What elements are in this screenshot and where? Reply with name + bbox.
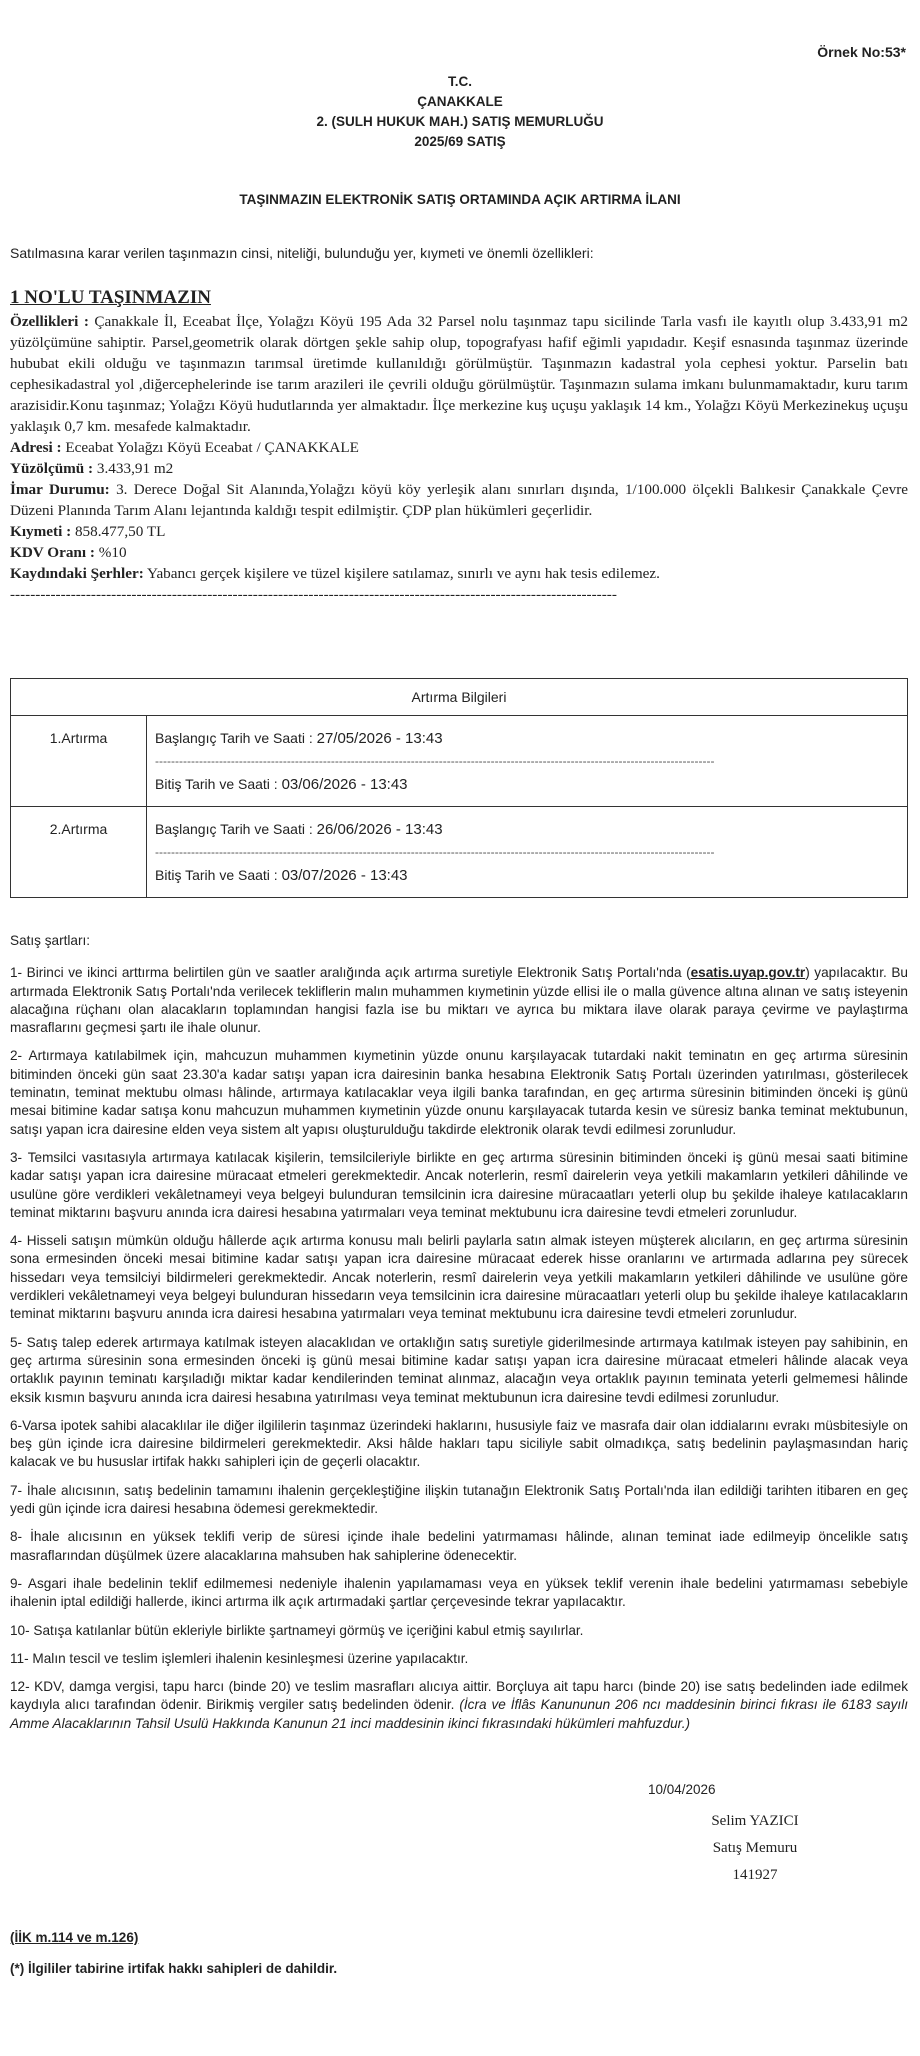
auction-table bbox=[10, 678, 908, 898]
sale-terms bbox=[10, 932, 908, 1743]
term-5: 5- Satış talep ederek artırmaya katılmak isteyen alacaklıdan ve ortaklığın satış suretiyle giderilmesinde artırmaya katılmak isteyen pay sahibinin, en geç artırma süresinin sona ermesinden önceki iş günü mesai bitimine kadar satışı yapan icra dairesine müracaat etmeleri hâlinde alacak veya ortaklık payının teminatı karşıladığı miktar kadar kendilerinden teminat alınmaz, alacağın veya ortaklık payının teminata yeterli gelmemesi hâlinde eksik kısmın başvuru anında icra dairesi hesabına yatırılması veya teminat mektubunun icra dairesine tevdi edilmesi zorunludur. bbox=[10, 1334, 908, 1405]
property-area bbox=[10, 458, 908, 479]
end-value: 03/06/2026 - 13:43 bbox=[281, 776, 408, 793]
start-label: Başlangıç Tarih ve Saati : bbox=[155, 821, 313, 837]
law-reference: (İİK m.114 ve m.126) bbox=[10, 1930, 139, 1945]
auction-table-heading: Artırma Bilgileri bbox=[11, 679, 908, 716]
start-value: 27/05/2026 - 13:43 bbox=[316, 730, 443, 747]
auction-row-dates bbox=[147, 716, 908, 807]
terms-heading: Satış şartları: bbox=[10, 933, 91, 948]
auction-row-label: 2.Artırma bbox=[11, 807, 147, 898]
property-encumbrance bbox=[10, 563, 908, 584]
document-title: TAŞINMAZIN ELEKTRONİK SATIŞ ORTAMINDA AÇIK ARTIRMA İLANI bbox=[239, 192, 681, 207]
term-7: 7- İhale alıcısının, satış bedelinin tamamını ihalenin gerçekleştiğine ilişkin tutanağın Elektronik Satış Portalı'nda ilan edildiği tarihten itibaren en geç yedi gün içinde icra dairesi hesabına ödemesi gerekmektedir. bbox=[10, 1482, 908, 1517]
property-value bbox=[10, 521, 908, 542]
term-1 bbox=[10, 964, 908, 1037]
term-9: 9- Asgari ihale bedelinin teklif edilmemesi nedeniyle ihalenin yapılamaması veya en yüksek teklif verenin ihale bedelini yatırmaması sebebiyle ihalenin iptal edildiği hallerde, ikinci artırma ilk açık artırmadaki şartlar çerçevesinde tekrar yapılacaktır. bbox=[10, 1575, 908, 1610]
officer-role: Satış Memuru bbox=[712, 1840, 798, 1856]
header-line-tc: T.C. bbox=[447, 74, 472, 89]
property-title: 1 NO'LU TAŞINMAZIN bbox=[10, 287, 211, 308]
sample-number: Örnek No:53* bbox=[817, 44, 906, 60]
features-text: Çanakkale İl, Eceabat İlçe, Yolağzı Köyü 195 Ada 32 Parsel nolu taşınmaz tapu sicilinde Tarla vasfı ile kayıtlı olup 3.433,91 m2 yüzölçümüne sahiptir. Parsel,geometrik olarak dörtgen şekle sahip olup, topografyası hafif eğimli yapıdadır. Keşif esnasında taşınmaz üzerinde hububat ekili olduğu ve taşınmazın tarımsal üretimde kullanıldığı görülmüştür. Taşınmazın kadastral yola cephesi yoktur. Parselin batı cephesikadastral yol ,diğercephelerinde ise tarım arazileri ile çevrili olduğu görülmüştür. Taşınmazın sulama imkanı bulunmamaktadır, kuru tarım arazisidir.Konu taşınmaz; Yolağzı Köyü hudutlarında yer almaktadır. İlçe merkezine kuş uçuşu yaklaşık 14 km., Yolağzı Köyü Merkezinekuş uçuşu yaklaşık 0,7 km. mesafede kalmaktadır. bbox=[10, 313, 908, 435]
area-label: Yüzölçümü : bbox=[10, 460, 94, 477]
auction-end bbox=[155, 772, 899, 796]
auction-row bbox=[11, 807, 908, 898]
area-text: 3.433,91 m2 bbox=[96, 460, 174, 477]
term-8: 8- İhale alıcısının en yüksek teklifi verip de süresi içinde ihale bedelini yatırmaması hâlinde, alınan teminat iade edilmeyip öncelikle satış masraflarından düşülmek üzere alacaklarına mahsuben hak sahiplerine ödenecektir. bbox=[10, 1529, 908, 1563]
term-12-text: 12- KDV, damga vergisi, tapu harcı (binde 20) ve teslim masrafları alıcıya aittir. Borçluya ait tapu harcı (binde 20) ise satış bedelinden iade edilmek kaydıyla alıcı tarafından ödenir. Birikmiş vergiler satış bedelinden ödenir. bbox=[10, 1679, 908, 1713]
property-section bbox=[10, 287, 908, 605]
signature-block bbox=[680, 1808, 830, 1889]
term-3: 3- Temsilci vasıtasıyla artırmaya katılacak kişilerin, temsilcileriyle birlikte en geç artırma süresinin bitiminden önceki iş günü mesai saati bitimine kadar satışı yapan icra dairesine müracaat etmeleri gerekmektedir. Ancak noterlerin, resmî dairelerin veya yetkili makamların yetkileri dâhilinde ve usulüne göre verdikleri vekâletnameyi veya belgeyi bulunduran temsilcinin icra dairesine müracaatları yeterli olup bu şekilde ihaleye katılacakların teminat miktarını başvuru anında icra dairesi hesabına yatırmaları veya teminat mektubunu icra dairesine tevdi etmeleri zorunludur. bbox=[10, 1149, 908, 1220]
term-10: 10- Satışa katılanlar bütün ekleriyle birlikte şartnameyi görmüş ve içeriğini kabul etmiş sayılırlar. bbox=[10, 1622, 584, 1638]
address-label: Adresi : bbox=[10, 439, 62, 456]
zoning-label: İmar Durumu: bbox=[10, 481, 110, 498]
end-label: Bitiş Tarih ve Saati : bbox=[155, 867, 278, 883]
start-label: Başlangıç Tarih ve Saati : bbox=[155, 730, 313, 746]
encumbrance-text: Yabancı gerçek kişilere ve tüzel kişilere satılamaz, sınırlı ve aynı hak tesis edilemez. bbox=[147, 565, 660, 582]
term-6: 6-Varsa ipotek sahibi alacaklılar ile diğer ilgililerin taşınmaz üzerindeki haklarını, hususiyle faiz ve masrafa dair olan iddialarını evrakı müsbitesiyle on beş gün içinde icra dairesine bildirmeleri gerekmektedir. Aksi hâlde hakları tapu siciliyle sabit olmadıkça, satış bedelinin paylaşmasından hariç kalacak ve bu hususlar irtifak hakkı sahipleri için de geçerli olacaktır. bbox=[10, 1417, 908, 1470]
value-text: 858.477,50 TL bbox=[74, 523, 166, 540]
office-header bbox=[0, 72, 920, 152]
property-address bbox=[10, 437, 908, 458]
issue-date: 10/04/2026 bbox=[648, 1782, 716, 1797]
property-vat bbox=[10, 542, 908, 563]
value-label: Kıymeti : bbox=[10, 523, 72, 540]
auction-separator: -------------------------------------------------------------------------------------------------------------------------------------------- bbox=[155, 845, 715, 859]
term-11: 11- Malın tescil ve teslim işlemleri ihalenin kesinleşmesi üzerine yapılacaktır. bbox=[10, 1650, 469, 1666]
header-line-office: 2. (SULH HUKUK MAH.) SATIŞ MEMURLUĞU bbox=[316, 114, 604, 129]
auction-start bbox=[155, 817, 899, 841]
header-line-file: 2025/69 SATIŞ bbox=[414, 134, 506, 149]
auction-row-label: 1.Artırma bbox=[11, 716, 147, 807]
intro-text: Satılmasına karar verilen taşınmazın cinsi, niteliği, bulunduğu yer, kıymeti ve önemli özellikleri: bbox=[10, 245, 594, 261]
vat-label: KDV Oranı : bbox=[10, 544, 95, 561]
address-text: Eceabat Yolağzı Köyü Eceabat / ÇANAKKALE bbox=[65, 439, 359, 456]
term-12 bbox=[10, 1678, 908, 1733]
auction-end bbox=[155, 863, 899, 887]
auction-row-dates bbox=[147, 807, 908, 898]
zoning-text: 3. Derece Doğal Sit Alanında,Yolağzı köyü köy yerleşik alanı sınırları dışında, 1/100.000 ölçekli Balıkesir Çanakkale Çevre Düzeni Planında Tarım Alanı lejantında kaldığı tespit edilmiştir. ÇDP plan hükümleri geçerlidir. bbox=[10, 481, 908, 519]
officer-number: 141927 bbox=[732, 1867, 778, 1883]
footnote: (*) İlgililer tabirine irtifak hakkı sahipleri de dahildir. bbox=[10, 1961, 338, 1976]
end-label: Bitiş Tarih ve Saati : bbox=[155, 776, 278, 792]
term-1-part-a: 1- Birinci ve ikinci arttırma belirtilen gün ve saatler aralığında açık artırma suretiyle Elektronik Satış Portalı'nda ( bbox=[10, 965, 691, 981]
property-zoning bbox=[10, 479, 908, 521]
term-1-part-b: ) yapılacaktır. Bu artırmada Elektronik Satış Portalı'nda verilecek tekliflerin malın muhammen kıymetinin yüzde ellisi ile o malla güvence altına alınan ve satış isteyenin alacağına rüçhanı olan alacakların toplamından hangisi fazla ise bu miktarı ve ayrıca bu miktara ilave olarak paraya çevirme ve paylaştırma masraflarını geçmesi şartı ile ihale olunur. bbox=[10, 965, 908, 1036]
term-2: 2- Artırmaya katılabilmek için, mahcuzun muhammen kıymetinin yüzde onunu karşılayacak tutardaki nakit teminatın en geç artırma süresinin bitiminden önceki gün saat 23.30'a kadar satışı yapan icra dairesinin banka hesabına Elektronik Satış Portalı üzerinden yatırılması, gösterilecek teminatın, teminat mektubu olması hâlinde, artırmaya katılacaklar veya ilgili banka tarafından, en geç artırma süresinin bitiminden önceki iş günü mesai bitimine kadar satışa konu mahcuzun muhammen kıymetinin yüzde onunu karşılayacak tutarda kesin ve süresiz banka teminat mektubunun, satışı yapan icra dairesine elden veya sistem alt yapısı oluşturulduğu takdirde elektronik olarak tevdi edilmesi zorunludur. bbox=[10, 1048, 908, 1137]
term-12-legal-note: (İcra ve İflâs Kanununun 206 ncı maddesinin birinci fıkrası ile 6183 sayılı Amme Alacaklarının Tahsil Usulü Hakkında Kanunun 21 inci maddesinin ikinci fıkrasındaki hükümleri mahfuzdur.) bbox=[10, 1697, 908, 1731]
officer-name: Selim YAZICI bbox=[711, 1813, 799, 1829]
property-separator: ------------------------------------------------------------------------------------------------------------------------ bbox=[10, 586, 617, 603]
vat-text: %10 bbox=[98, 544, 127, 561]
encumbrance-label: Kaydındaki Şerhler: bbox=[10, 565, 144, 582]
property-features bbox=[10, 311, 908, 437]
start-value: 26/06/2026 - 13:43 bbox=[316, 821, 443, 838]
auction-start bbox=[155, 726, 899, 750]
auction-row bbox=[11, 716, 908, 807]
portal-link[interactable]: esatis.uyap.gov.tr bbox=[690, 965, 806, 981]
auction-separator: -------------------------------------------------------------------------------------------------------------------------------------------- bbox=[155, 754, 715, 768]
end-value: 03/07/2026 - 13:43 bbox=[281, 867, 408, 884]
features-label: Özellikleri : bbox=[10, 313, 89, 330]
header-line-city: ÇANAKKALE bbox=[417, 94, 503, 109]
term-4: 4- Hisseli satışın mümkün olduğu hâllerde açık artırma konusu malı belirli paylarla satın almak isteyen müşterek alıcıların, en geç artırma süresinin sona ermesinden önceki mesai bitimine kadar satışı yapan icra dairesine müracaat ederek hisse oranlarını ve artırmada adlarına pey sürecek hissedarı veya temsilciyi bildirmeleri gerekmektedir. Ancak noterlerin, resmî dairelerin veya yetkili makamların yetkileri dâhilinde ve usulüne göre verdikleri vekâletnameyi veya belgeyi bulunduran hissedarın veya temsilcinin icra dairesine müracaatları yeterli olup bu şekilde ihaleye katılacakların teminat miktarını başvuru anında icra dairesi hesabına yatırmaları veya teminat mektubunu icra dairesine tevdi etmeleri zorunludur. bbox=[10, 1233, 908, 1322]
